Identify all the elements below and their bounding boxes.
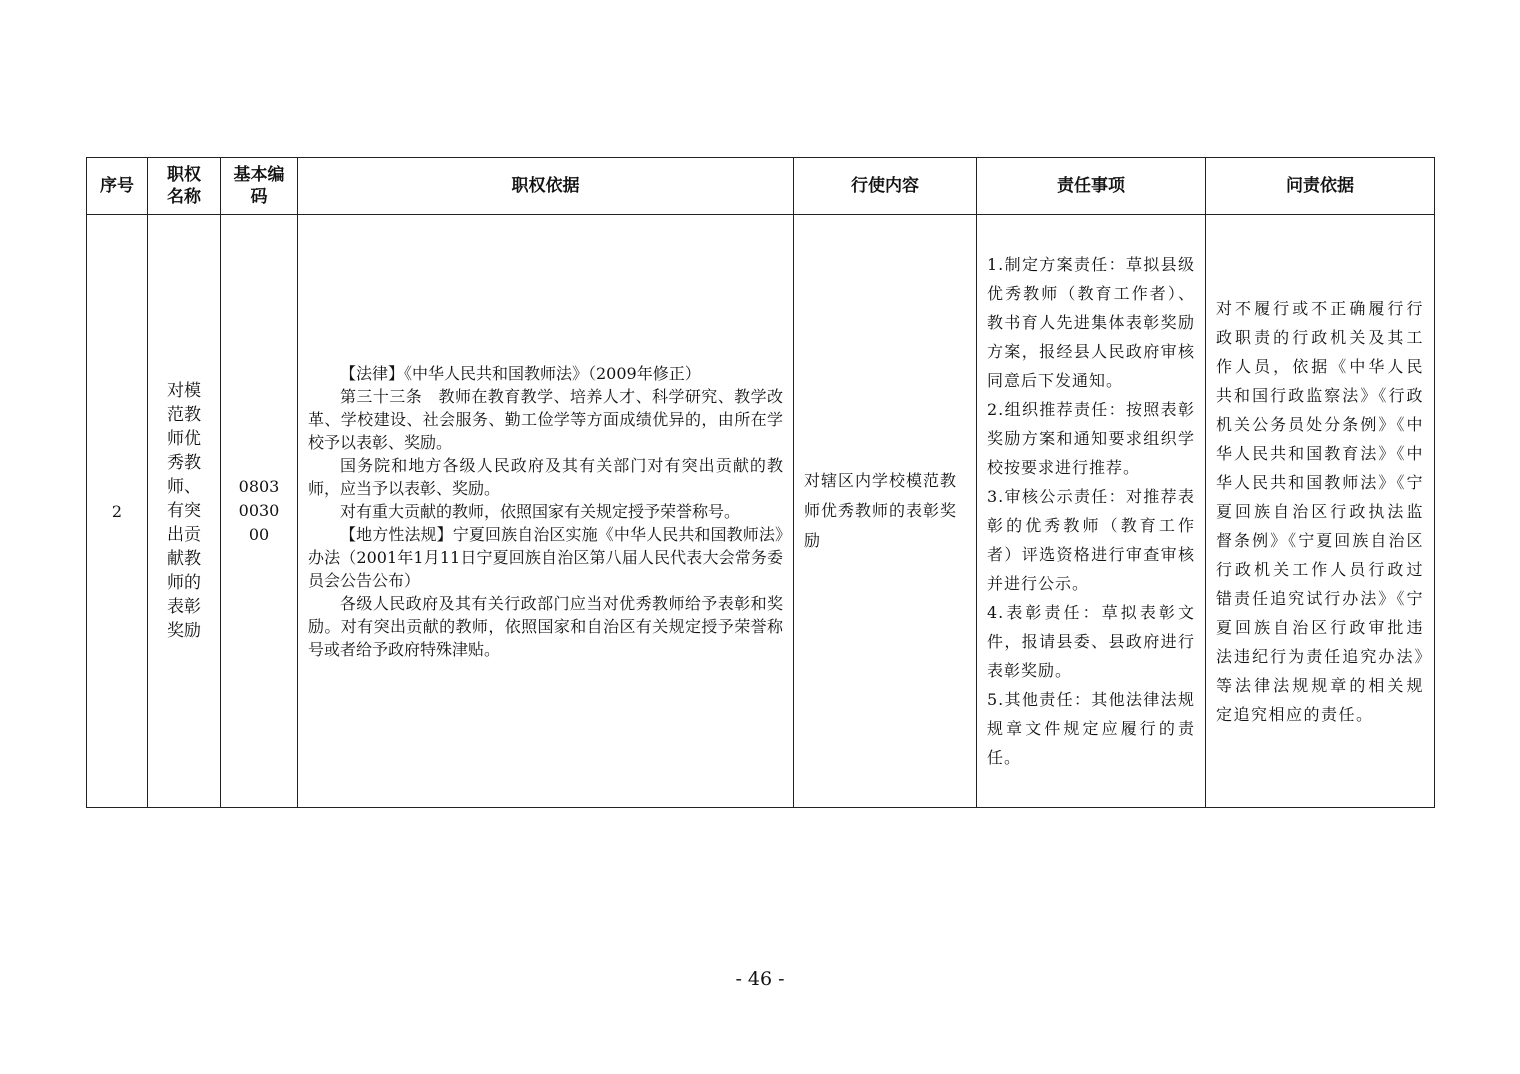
basis-article: 第三十三条 教师在教育教学、培养人才、科学研究、教学改革、学校建设、社会服务、勤工俭学等方面成绩优异的，由所在学校予以表彰、奖励。 xyxy=(308,386,783,452)
table-row xyxy=(87,215,1435,808)
header-accountability: 问责依据 xyxy=(1206,158,1435,215)
cell-no: 2 xyxy=(87,215,148,808)
header-no: 序号 xyxy=(87,158,148,215)
name-text: 对模范教师优秀教师、有突出贡献教师的表彰奖励 xyxy=(167,381,201,641)
cell-code xyxy=(221,215,298,808)
duty-item-5: 5.其他责任：其他法律法规规章文件规定应履行的责任。 xyxy=(987,690,1195,767)
code-text: 0803003000 xyxy=(238,477,280,544)
header-duty: 责任事项 xyxy=(977,158,1206,215)
header-content: 行使内容 xyxy=(794,158,977,215)
duty-item-2: 2.组织推荐责任：按照表彰奖励方案和通知要求组织学校按要求进行推荐。 xyxy=(987,400,1195,477)
cell-name xyxy=(148,215,221,808)
cell-accountability: 对不履行或不正确履行行政职责的行政机关及其工作人员，依据《中华人民共和国行政监察法》《行政机关公务员处分条例》《中华人民共和国教育法》《中华人民共和国教师法》《宁夏回族自治区行政执法监督条例》《宁夏回族自治区行政机关工作人员行政过错责任追究试行办法》《宁夏回族自治区行政审批违法违纪行为责任追究办法》等法律法规规章的相关规定追究相应的责任。 xyxy=(1206,215,1435,808)
page-number: - 46 - xyxy=(735,968,785,990)
duty-table xyxy=(86,157,1435,808)
duty-item-1: 1.制定方案责任：草拟县级优秀教师（教育工作者）、教书育人先进集体表彰奖励方案，报经县人民政府审核同意后下发通知。 xyxy=(987,255,1195,390)
header-basis: 职权依据 xyxy=(298,158,794,215)
basis-clause-3: 对有重大贡献的教师，依照国家有关规定授予荣誉称号。 xyxy=(340,501,741,521)
cell-content: 对辖区内学校模范教师优秀教师的表彰奖励 xyxy=(794,215,977,808)
basis-clause-2: 国务院和地方各级人民政府及其有关部门对有突出贡献的教师，应当予以表彰、奖励。 xyxy=(308,455,783,498)
cell-basis xyxy=(298,215,794,808)
duty-item-4: 4.表彰责任：草拟表彰文件，报请县委、县政府进行表彰奖励。 xyxy=(987,603,1195,680)
header-name: 职权名称 xyxy=(148,158,221,215)
header-code: 基本编码 xyxy=(221,158,298,215)
basis-law: 【法律】《中华人民共和国教师法》（2009年修正） xyxy=(340,363,701,383)
basis-local-regulation: 【地方性法规】宁夏回族自治区实施《中华人民共和国教师法》办法（2001年1月11日宁夏回族自治区第八届人民代表大会常务委员会公告公布） xyxy=(308,524,783,590)
header-row xyxy=(87,158,1435,215)
cell-duty xyxy=(977,215,1206,808)
basis-local-clause: 各级人民政府及其有关行政部门应当对优秀教师给予表彰和奖励。对有突出贡献的教师，依照国家和自治区有关规定授予荣誉称号或者给予政府特殊津贴。 xyxy=(308,593,783,659)
duty-item-3: 3.审核公示责任：对推荐表彰的优秀教师（教育工作者）评选资格进行审查审核并进行公示。 xyxy=(987,487,1195,593)
